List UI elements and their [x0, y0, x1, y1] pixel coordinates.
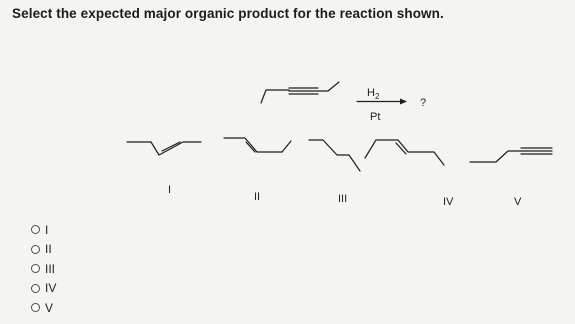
question-text: Select the expected major organic product for the reaction shown.	[12, 6, 444, 21]
structure-label-V: V	[514, 196, 522, 208]
structure-label-III: III	[338, 193, 348, 205]
radio-button[interactable]	[31, 303, 40, 312]
option-label: I	[45, 222, 49, 237]
option-label: III	[45, 261, 56, 276]
radio-button[interactable]	[31, 245, 40, 254]
reagent-pt-text: Pt	[370, 111, 381, 123]
option-I[interactable]	[31, 220, 56, 240]
structure-label-IV: IV	[443, 196, 454, 208]
structure-label-II: II	[254, 191, 261, 203]
structure-label-I: I	[168, 184, 172, 196]
structure-III	[309, 140, 360, 171]
option-label: IV	[45, 281, 57, 296]
answer-options	[31, 220, 56, 318]
structure-I	[127, 142, 201, 155]
reagent-h2-text: $H_2$	[367, 87, 380, 101]
radio-button[interactable]	[31, 284, 40, 293]
reaction-arrow	[357, 87, 426, 123]
starting-material-alkyne	[261, 82, 339, 103]
radio-button[interactable]	[31, 264, 40, 273]
structure-II	[224, 138, 291, 152]
option-III[interactable]	[31, 259, 56, 279]
option-IV[interactable]	[31, 279, 56, 299]
option-V[interactable]	[31, 298, 56, 318]
structure-V	[470, 148, 552, 162]
structure-IV	[365, 140, 444, 165]
radio-button[interactable]	[31, 225, 40, 234]
product-question-mark: ?	[420, 97, 427, 109]
option-label: II	[45, 242, 52, 257]
option-II[interactable]	[31, 240, 56, 260]
option-label: V	[45, 300, 54, 315]
